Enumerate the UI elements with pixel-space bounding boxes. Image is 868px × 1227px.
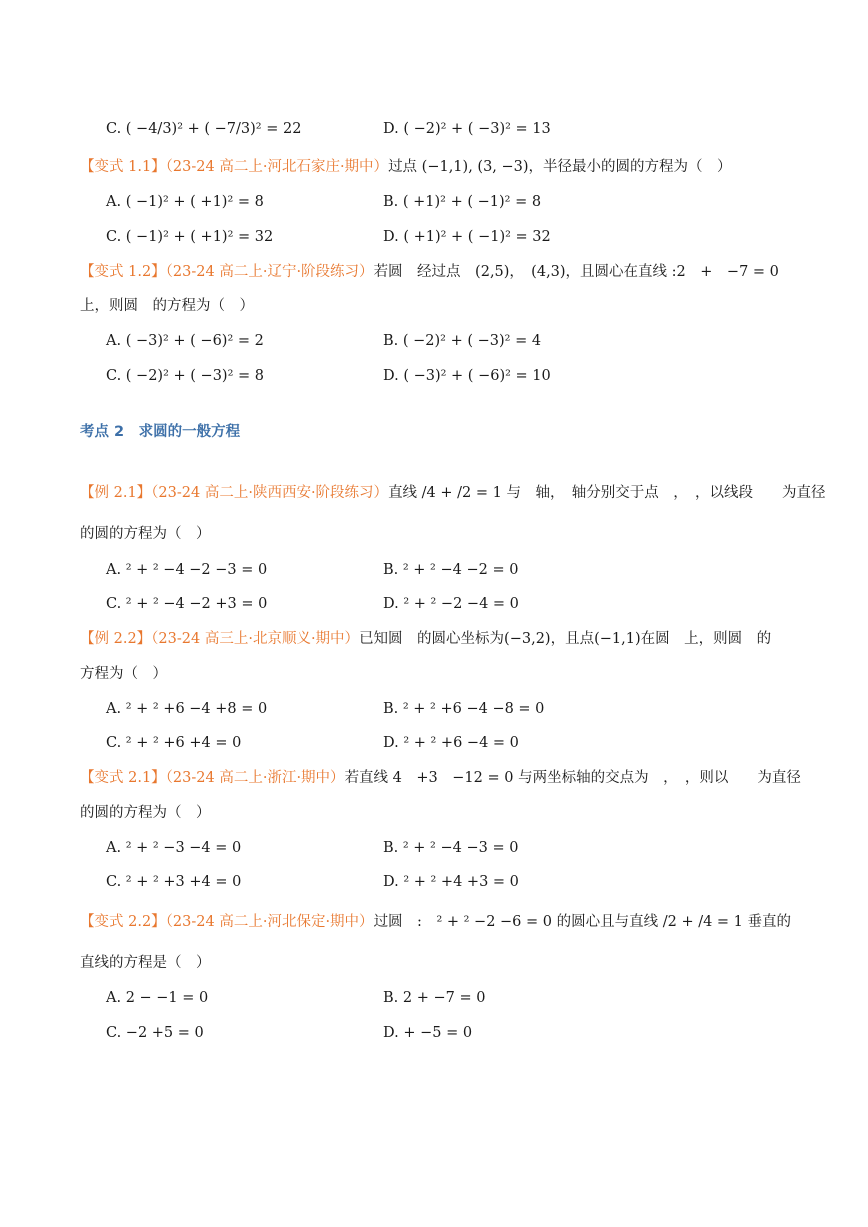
question-stem-continued: 直线的方程是（ ） [80,955,211,971]
option-b: B. 2 + −7 = 0 [383,990,486,1006]
option-b: B. ² + ² −4 −3 = 0 [383,840,519,856]
option-d: D. ( −2)² + ( −3)² = 13 [383,121,551,137]
question-source: （23-24 高二上·辽宁·阶段练习） [165,264,374,280]
question-source: （23-24 高二上·河北石家庄·期中） [165,159,389,175]
question-tag: 【变式 2.2】 [80,914,166,930]
option-b: B. ² + ² −4 −2 = 0 [383,562,519,578]
question-1-1 [80,157,732,177]
option-c: C. ² + ² +6 +4 = 0 [106,735,242,751]
option-c: C. ² + ² −4 −2 +3 = 0 [106,596,268,612]
section-heading: 考点 2 求圆的一般方程 [80,424,241,440]
question-tag: 【变式 1.1】 [80,159,166,175]
option-a: A. ² + ² −3 −4 = 0 [106,840,242,856]
option-b: B. ( +1)² + ( −1)² = 8 [383,194,542,210]
question-stem-continued: 的圆的方程为（ ） [80,526,211,542]
question-tag: 【变式 2.1】 [80,770,166,786]
question-stem: 若圆 经过点 (2,5)， (4,3)，且圆心在直线 :2 + −7 = 0 [373,264,779,280]
option-a: A. 2 − −1 = 0 [106,990,209,1006]
question-stem-continued: 方程为（ ） [80,666,167,682]
question-stem: 已知圆 的圆心坐标为(−3,2)，且点(−1,1)在圆 上，则圆 的 [359,631,772,647]
option-a: A. ² + ² −4 −2 −3 = 0 [106,562,268,578]
question-stem-continued: 的圆的方程为（ ） [80,805,211,821]
option-d: D. ² + ² −2 −4 = 0 [383,596,519,612]
question-source: （23-24 高二上·河北保定·期中） [165,914,374,930]
option-d: D. + −5 = 0 [383,1025,473,1041]
question-2-1 [80,483,825,503]
option-a: A. ² + ² +6 −4 +8 = 0 [106,701,268,717]
question-stem: 过点 (−1,1), (3, −3)，半径最小的圆的方程为（ ） [388,159,732,175]
question-stem: 过圆 : ² + ² −2 −6 = 0 的圆心且与直线 /2 + /4 = 1 垂直的 [373,914,792,930]
question-v2-1 [80,768,801,788]
question-stem: 若直线 4 +3 −12 = 0 与两坐标轴的交点为 ， ，则以 为直径 [344,770,801,786]
option-c: C. ( −1)² + ( +1)² = 32 [106,229,274,245]
question-v2-2 [80,912,791,932]
question-tag: 【变式 1.2】 [80,264,166,280]
option-d: D. ² + ² +4 +3 = 0 [383,874,519,890]
option-d: D. ( +1)² + ( −1)² = 32 [383,229,551,245]
option-d: D. ² + ² +6 −4 = 0 [383,735,519,751]
option-c: C. −2 +5 = 0 [106,1025,204,1041]
question-stem: 直线 /4 + /2 = 1 与 轴， 轴分别交于点 ， ，以线段 为直径 [388,485,826,501]
question-source: （23-24 高二上·浙江·期中） [165,770,345,786]
option-b: B. ² + ² +6 −4 −8 = 0 [383,701,545,717]
option-b: B. ( −2)² + ( −3)² = 4 [383,333,542,349]
option-c: C. ² + ² +3 +4 = 0 [106,874,242,890]
question-tag: 【例 2.1】 [80,485,152,501]
option-c: C. ( −4/3)² + ( −7/3)² = 22 [106,121,302,137]
question-tag: 【例 2.2】 [80,631,152,647]
question-stem-continued: 上，则圆 的方程为（ ） [80,298,254,314]
question-2-2 [80,629,771,649]
option-d: D. ( −3)² + ( −6)² = 10 [383,368,551,384]
option-c: C. ( −2)² + ( −3)² = 8 [106,368,264,384]
question-1-2 [80,262,779,282]
question-source: （23-24 高三上·北京顺义·期中） [151,631,360,647]
option-a: A. ( −1)² + ( +1)² = 8 [106,194,264,210]
question-source: （23-24 高二上·陕西西安·阶段练习） [151,485,389,501]
option-a: A. ( −3)² + ( −6)² = 2 [106,333,264,349]
